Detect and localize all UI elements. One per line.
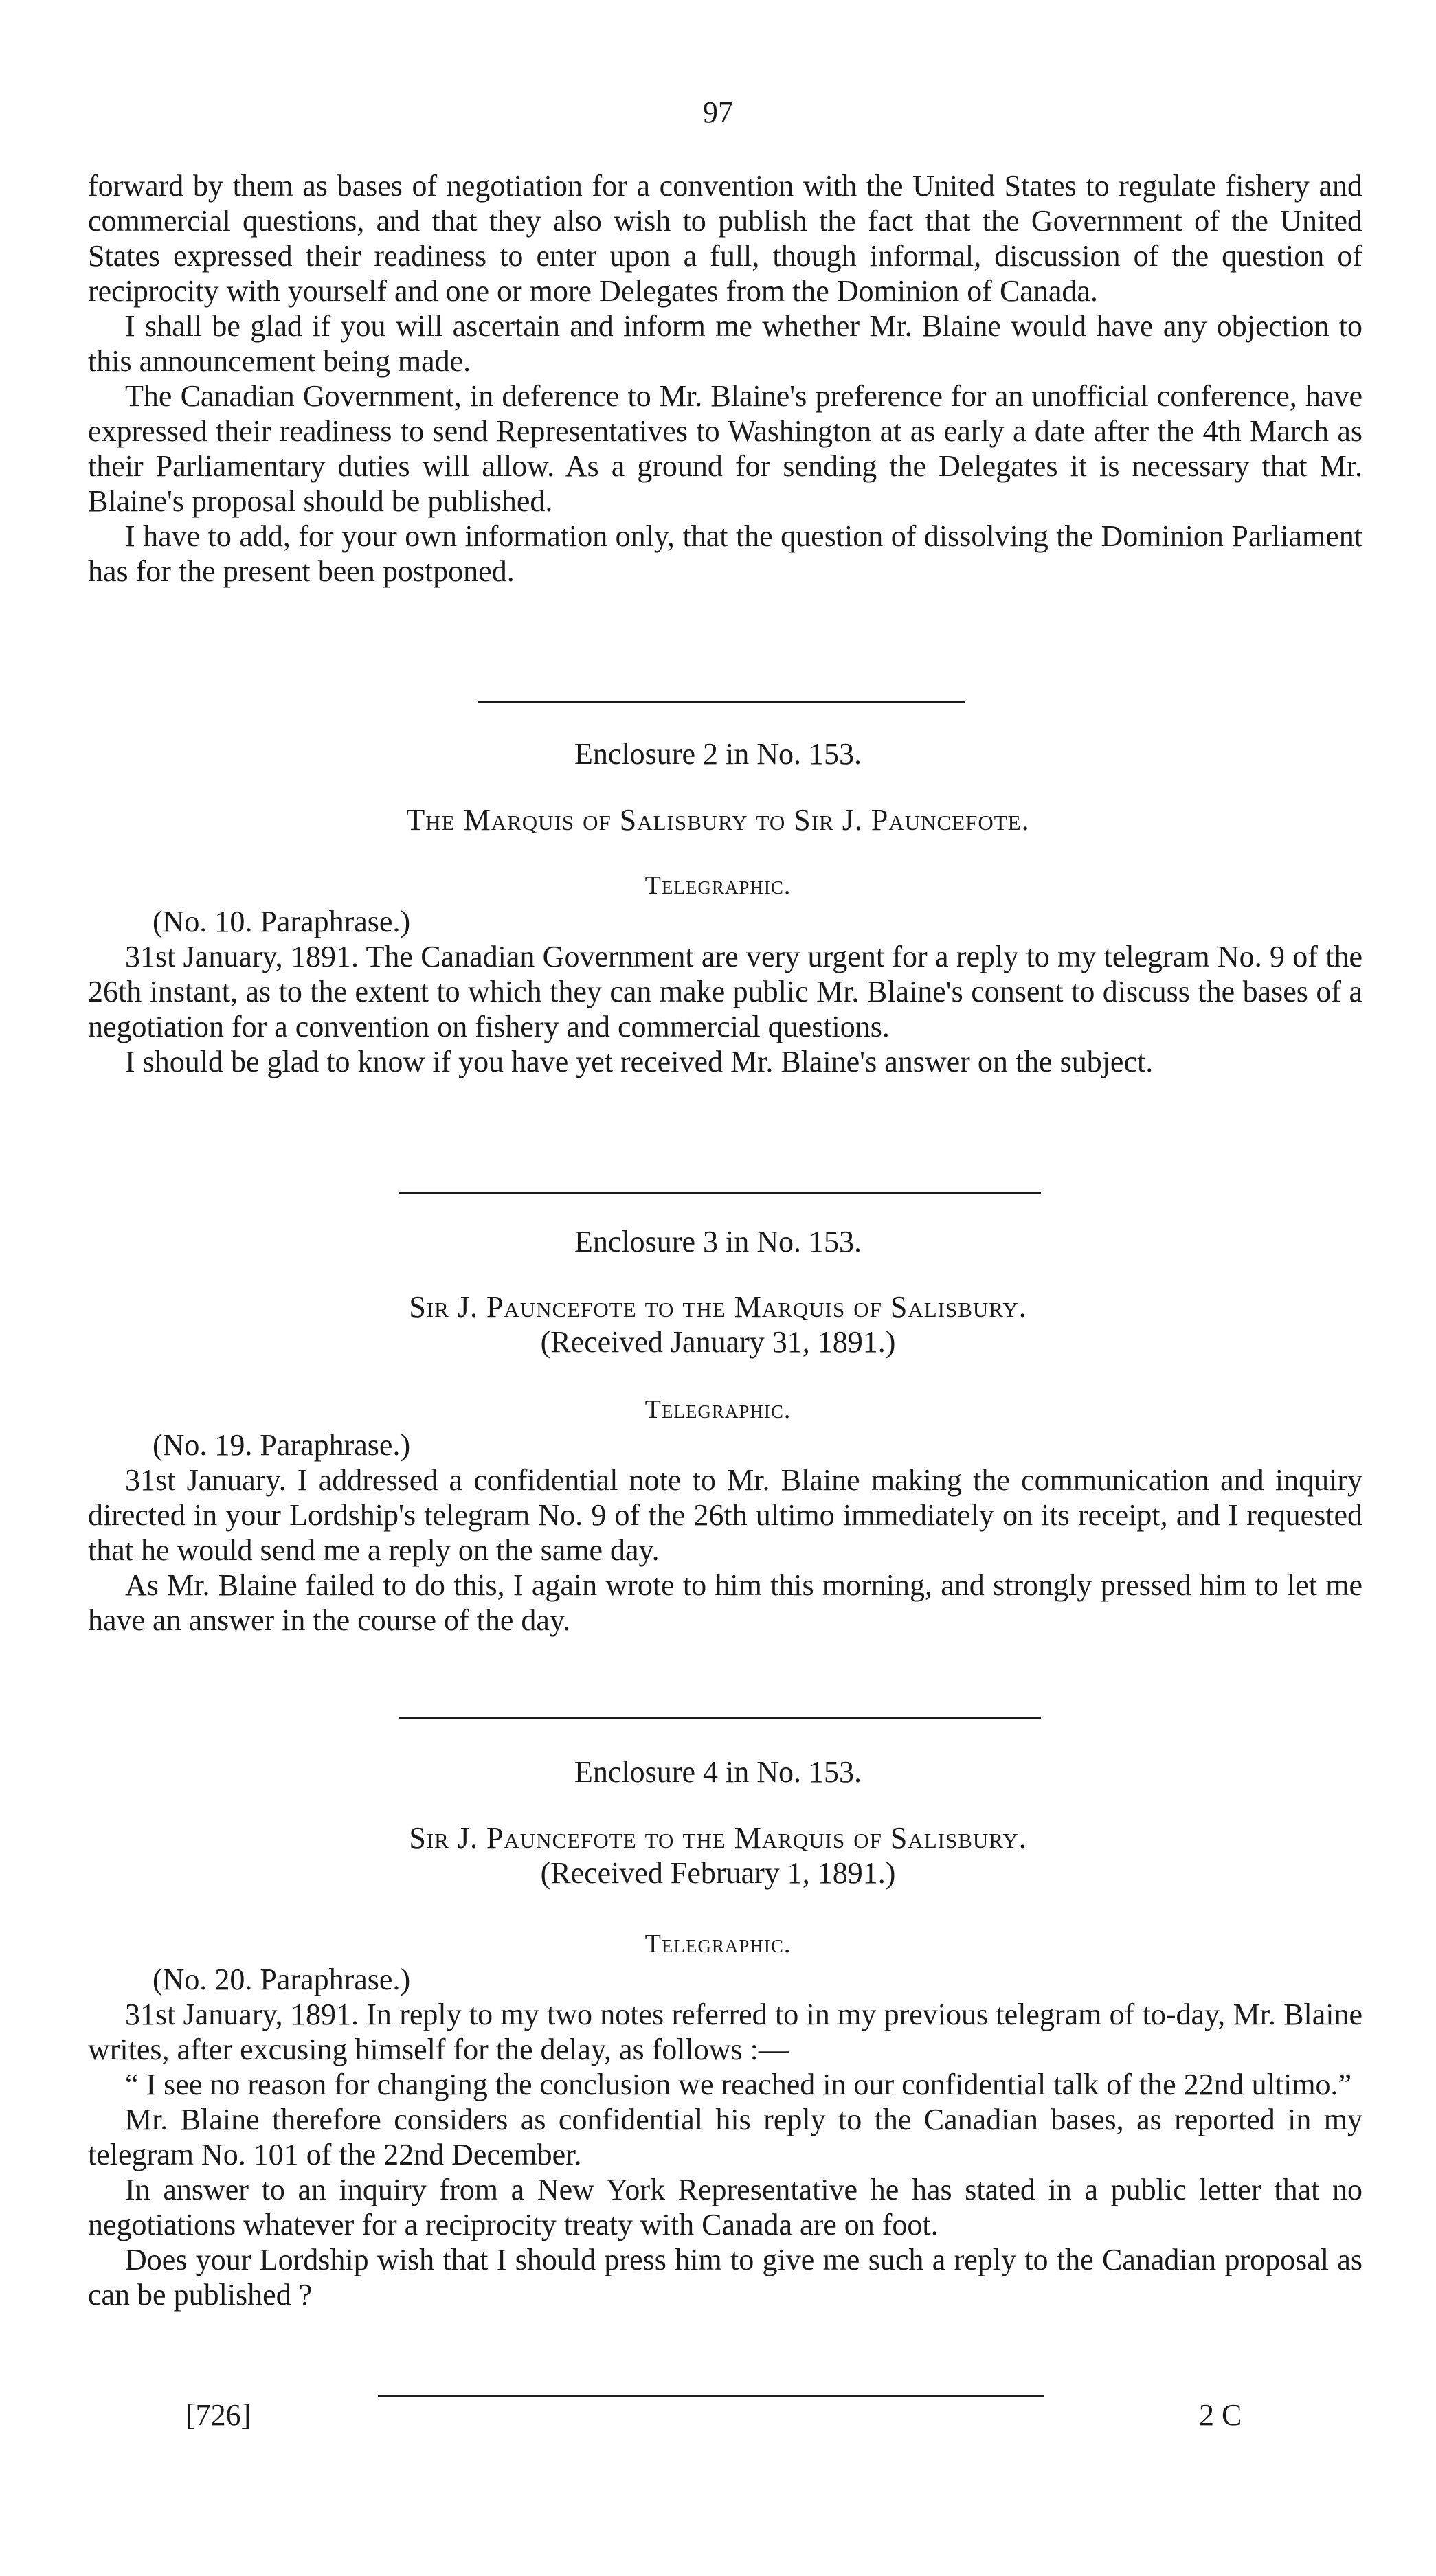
section-divider [399,1717,1041,1719]
body-paragraph: Mr. Blaine therefore considers as confidential his reply to the Canadian bases, as reported in my telegram No. 101 of the 22nd December. [88,2103,1362,2171]
page-number: 97 [703,95,733,129]
body-paragraph: 31st January, 1891. In reply to my two notes referred to in my previous telegram of to-day, Mr. Blaine writes, after excusing himself for the delay, as follows :— [88,1998,1362,2066]
body-paragraph: As Mr. Blaine failed to do this, I again wrote to him this morning, and strongly pressed him to let me have an answer in the course of the day. [88,1568,1362,1637]
received-date: (Received February 1, 1891.) [540,1856,896,1890]
reference-line: (No. 19. Paraphrase.) [153,1428,411,1462]
enclosure-body [88,1962,1362,2312]
enclosure-body [88,1427,1362,1638]
section-divider [478,701,965,703]
intro-paragraph: I shall be glad if you will ascertain and inform me whether Mr. Blaine would have any objection to this announcement being made. [88,309,1362,378]
signature-mark: 2 C [1199,2398,1242,2432]
message-type: Telegraphic. [644,871,792,900]
print-number: [726] [186,2398,251,2432]
message-type: Telegraphic. [644,1395,792,1424]
body-paragraph: Does your Lordship wish that I should press him to give me such a reply to the Canadian proposal as can be published ? [88,2243,1362,2312]
intro-section [88,168,1362,589]
body-paragraph: I should be glad to know if you have yet received Mr. Blaine's answer on the subject. [125,1045,1154,1078]
enclosure-from-to: Sir J. Pauncefote to the Marquis of Salisbury. [409,1821,1027,1855]
reference-line: (No. 20. Paraphrase.) [153,1963,411,1996]
enclosure-from-to: The Marquis of Salisbury to Sir J. Pauncefote. [406,803,1030,837]
enclosure-heading: Enclosure 4 in No. 153. [574,1755,862,1789]
enclosure-from-to: Sir J. Pauncefote to the Marquis of Salisbury. [409,1290,1027,1324]
body-paragraph: 31st January, 1891. The Canadian Government are very urgent for a reply to my telegram No. 9 of the 26th instant, as to the extent to which they can make public Mr. Blaine's consent to discuss the bases of a negotiation for a convention on fishery and commercial questions. [88,940,1362,1043]
body-paragraph: “ I see no reason for changing the conclusion we reached in our confidential talk of the 22nd ultimo.” [125,2068,1352,2101]
enclosure-heading: Enclosure 2 in No. 153. [574,737,862,771]
intro-paragraph: I have to add, for your own information only, that the question of dissolving the Dominion Parliament has for the present been postponed. [88,519,1362,588]
body-paragraph: In answer to an inquiry from a New York Representative he has stated in a public letter that no negotiations whatever for a reciprocity treaty with Canada are on foot. [88,2173,1362,2241]
reference-line: (No. 10. Paraphrase.) [153,905,411,938]
section-divider [378,2395,1044,2397]
enclosure-body [88,904,1362,1079]
intro-paragraph: The Canadian Government, in deference to Mr. Blaine's preference for an unofficial conference, have expressed their readiness to send Representatives to Washington at as early a date after the 4th March as their Parliamentary duties will allow. As a ground for sending the Delegates it is necessary that Mr. Blaine's proposal should be published. [88,379,1362,518]
received-date: (Received January 31, 1891.) [540,1325,896,1359]
message-type: Telegraphic. [644,1930,792,1958]
section-divider [399,1192,1041,1194]
enclosure-heading: Enclosure 3 in No. 153. [574,1225,862,1258]
intro-paragraph: forward by them as bases of negotiation for a convention with the United States to regulate fishery and commercial questions, and that they also wish to publish the fact that the Government of the United States expressed their readiness to enter upon a full, though informal, discussion of the question of reciprocity with yourself and one or more Delegates from the Dominion of Canada. [88,169,1362,308]
body-paragraph: 31st January. I addressed a confidential note to Mr. Blaine making the communication and inquiry directed in your Lordship's telegram No. 9 of the 26th ultimo immediately on its receipt, and I requested that he would send me a reply on the same day. [88,1463,1362,1567]
